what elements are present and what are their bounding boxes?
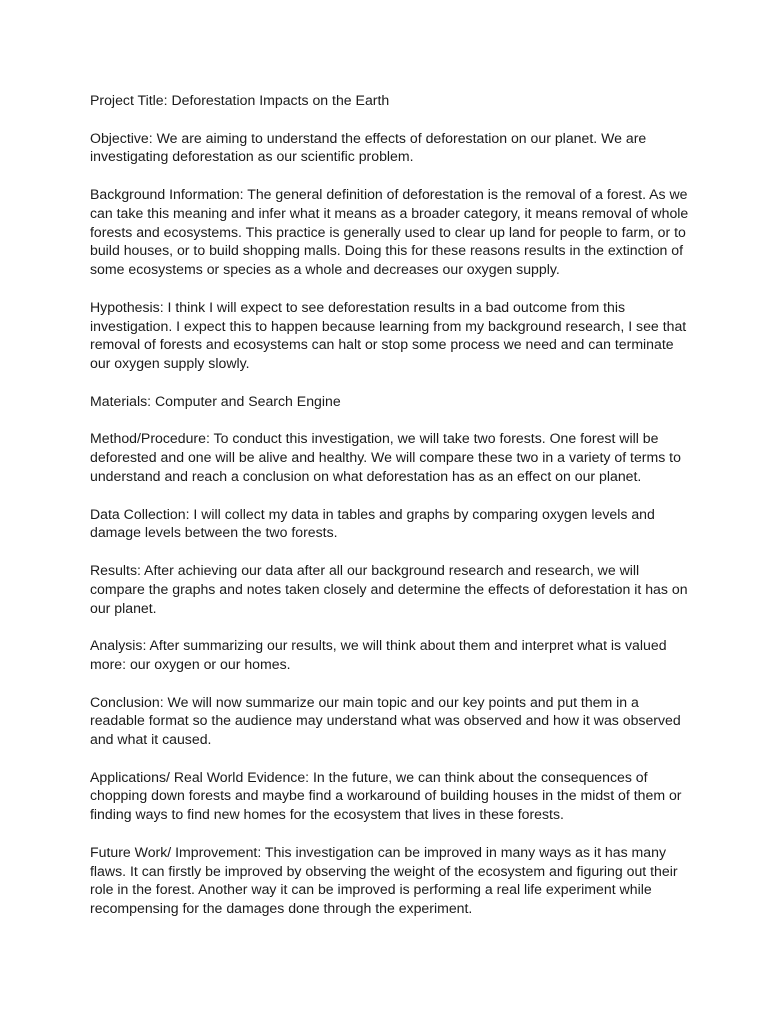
text-line: can take this meaning and infer what it means as a broader category, it means removal of whole xyxy=(90,204,689,221)
text-line: Applications/ Real World Evidence: In the future, we can think about the consequences of xyxy=(90,768,648,785)
paragraph-conclusion xyxy=(90,693,690,749)
text-line: removal of forests and ecosystems can halt or stop some process we need and can terminate xyxy=(90,336,674,353)
text-line: Hypothesis: I think I will expect to see deforestation results in a bad outcome from this xyxy=(90,298,626,315)
text-line: build houses, or to build shopping malls. Doing this for these reasons results in the extinction of xyxy=(90,242,684,259)
text-line: Conclusion: We will now summarize our main topic and our key points and put them in a xyxy=(90,693,639,710)
paragraph-project-title xyxy=(90,91,690,110)
text-line: investigating deforestation as our scientific problem. xyxy=(90,148,414,165)
paragraph-applications-real-world-evidence xyxy=(90,768,690,824)
text-line: finding ways to find new homes for the ecosystem that lives in these forests. xyxy=(90,806,564,823)
text-line: Project Title: Deforestation Impacts on the Earth xyxy=(90,92,390,108)
text-line: readable format so the audience may understand what was observed and how it was observed xyxy=(90,712,681,729)
text-line: Future Work/ Improvement: This investigation can be improved in many ways as it has many xyxy=(90,843,666,860)
paragraph-materials xyxy=(90,392,690,411)
text-line: Results: After achieving our data after all our background research and research, we will xyxy=(90,561,640,578)
paragraph-results xyxy=(90,561,690,617)
text-line: Data Collection: I will collect my data in tables and graphs by comparing oxygen levels and xyxy=(90,505,655,522)
text-line: Method/Procedure: To conduct this investigation, we will take two forests. One forest will be xyxy=(90,430,659,447)
text-line: more: our oxygen or our homes. xyxy=(90,655,291,672)
text-line: Objective: We are aiming to understand the effects of deforestation on our planet. We are xyxy=(90,129,647,146)
text-line: Background Information: The general definition of deforestation is the removal of a forest. As we xyxy=(90,185,688,202)
text-line: some ecosystems or species as a whole and decreases our oxygen supply. xyxy=(90,261,560,278)
text-line: investigation. I expect this to happen because learning from my background research, I see that xyxy=(90,317,687,334)
paragraph-future-work-improvement xyxy=(90,843,690,918)
text-line: recompensing for the damages done through the experiment. xyxy=(90,900,473,917)
text-line: understand and reach a conclusion on what deforestation has as an effect on our planet. xyxy=(90,467,642,484)
text-line: role in the forest. Another way it can be improved is performing a real life experiment while xyxy=(90,881,652,898)
text-line: our planet. xyxy=(90,599,157,616)
text-line: flaws. It can firstly be improved by observing the weight of the ecosystem and figuring out their xyxy=(90,862,678,879)
text-line: chopping down forests and maybe find a workaround of building houses in the midst of them or xyxy=(90,787,682,804)
paragraph-hypothesis xyxy=(90,298,690,373)
text-line: Materials: Computer and Search Engine xyxy=(90,392,341,409)
document-body xyxy=(90,91,690,937)
text-line: compare the graphs and notes taken closely and determine the effects of deforestation it has on xyxy=(90,580,688,597)
paragraph-objective xyxy=(90,129,690,167)
text-line: our oxygen supply slowly. xyxy=(90,355,250,372)
text-line: Analysis: After summarizing our results, we will think about them and interpret what is valued xyxy=(90,637,667,654)
paragraph-analysis xyxy=(90,636,690,674)
text-line: and what it caused. xyxy=(90,731,212,748)
paragraph-background-information xyxy=(90,185,690,279)
paragraph-data-collection xyxy=(90,505,690,543)
text-line: deforested and one will be alive and healthy. We will compare these two in a variety of terms to xyxy=(90,449,681,466)
text-line: damage levels between the two forests. xyxy=(90,524,338,541)
paragraph-method-procedure xyxy=(90,429,690,485)
text-line: forests and ecosystems. This practice is generally used to clear up land for people to farm, or to xyxy=(90,223,686,240)
